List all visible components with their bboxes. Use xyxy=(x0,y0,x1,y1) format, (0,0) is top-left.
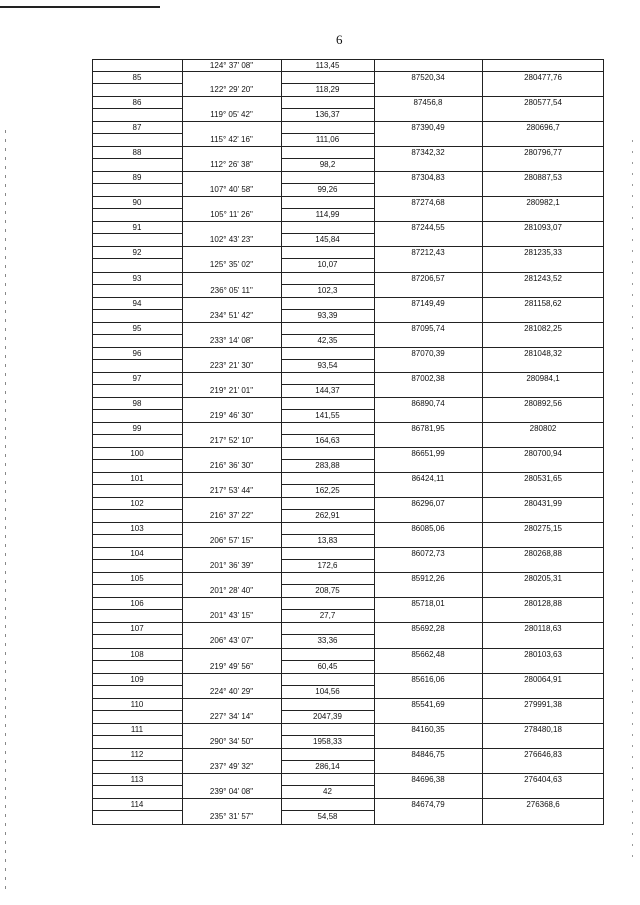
row-divider xyxy=(92,472,604,473)
row-divider xyxy=(92,810,182,811)
point-number: 88 xyxy=(132,148,142,158)
row-divider xyxy=(281,735,374,736)
segment-angle: 119° 05' 42" xyxy=(210,110,253,120)
row-divider xyxy=(92,409,182,410)
coordinate-y: 280275,15 xyxy=(524,524,562,534)
coordinate-y: 280268,88 xyxy=(524,549,562,559)
row-divider xyxy=(281,634,374,635)
point-number: 87 xyxy=(132,123,142,133)
coordinate-x: 87070,39 xyxy=(411,348,445,358)
segment-distance: 172,6 xyxy=(317,561,338,571)
row-divider xyxy=(92,83,182,84)
row-divider xyxy=(92,133,182,134)
coordinate-y: 281048,32 xyxy=(524,348,562,358)
segment-distance: 93,54 xyxy=(317,360,338,370)
point-number: 107 xyxy=(130,624,144,634)
scan-edge-left xyxy=(5,130,6,890)
segment-distance: 286,14 xyxy=(315,761,340,771)
coordinate-y: 276646,83 xyxy=(524,749,562,759)
segment-angle: 216° 36' 30" xyxy=(209,461,254,470)
segment-distance: 54,58 xyxy=(317,811,338,821)
coordinate-x: 86651,99 xyxy=(411,449,445,458)
row-divider xyxy=(92,146,604,147)
row-divider xyxy=(92,71,604,72)
row-divider xyxy=(281,158,374,159)
row-divider xyxy=(281,459,374,460)
row-divider xyxy=(92,359,182,360)
coordinate-x: 85692,28 xyxy=(411,624,445,634)
row-divider xyxy=(92,171,604,172)
segment-distance: 118,29 xyxy=(315,85,340,94)
segment-distance: 13,83 xyxy=(317,536,338,546)
coordinate-y: 280892,56 xyxy=(524,398,562,408)
row-divider xyxy=(92,735,182,736)
segment-angle: 217° 52' 10" xyxy=(209,435,254,445)
coordinate-x: 85616,06 xyxy=(411,674,445,684)
row-divider xyxy=(92,785,182,786)
coordinate-x: 86424,11 xyxy=(411,474,445,484)
row-divider xyxy=(92,233,182,234)
coordinate-x: 87390,49 xyxy=(411,123,445,133)
row-divider xyxy=(92,309,182,310)
segment-angle: 239° 04' 08" xyxy=(209,786,254,796)
coordinate-y: 280531,65 xyxy=(524,474,562,484)
row-divider xyxy=(92,534,182,535)
row-divider xyxy=(92,484,182,485)
row-divider xyxy=(92,622,604,623)
point-number: 100 xyxy=(130,449,144,458)
row-divider xyxy=(92,447,604,448)
point-number: 105 xyxy=(130,574,144,584)
coordinate-x: 87212,43 xyxy=(411,248,445,258)
segment-angle: 122° 29' 20" xyxy=(209,85,254,94)
segment-distance: 98,2 xyxy=(319,160,336,170)
coordinate-y: 281082,25 xyxy=(524,323,562,333)
point-number: 102 xyxy=(130,499,144,509)
point-number: 101 xyxy=(130,474,144,484)
point-number: 106 xyxy=(130,599,144,609)
row-divider xyxy=(92,634,182,635)
segment-angle: 107° 40' 58" xyxy=(209,185,254,195)
coordinate-x: 87456,8 xyxy=(413,98,443,108)
row-divider xyxy=(92,648,604,649)
row-divider xyxy=(281,183,374,184)
coordinate-y: 280064,91 xyxy=(524,674,562,684)
point-number: 93 xyxy=(132,273,142,283)
row-divider xyxy=(281,409,374,410)
segment-distance: 145,84 xyxy=(315,235,340,245)
segment-distance: 42,35 xyxy=(317,335,338,345)
coordinate-y: 280431,99 xyxy=(524,499,562,509)
row-divider xyxy=(281,484,374,485)
segment-angle: 235° 31' 57" xyxy=(209,811,254,821)
coordinate-x: 87244,55 xyxy=(411,223,445,233)
row-divider xyxy=(92,158,182,159)
row-divider xyxy=(281,785,374,786)
segment-angle: 206° 43' 07" xyxy=(209,636,254,646)
row-divider xyxy=(92,96,604,97)
coordinate-x: 85541,69 xyxy=(411,699,445,709)
row-divider xyxy=(92,372,604,373)
row-divider xyxy=(281,284,374,285)
segment-angle: 216° 37' 22" xyxy=(209,511,254,521)
point-number: 104 xyxy=(130,549,144,559)
row-divider xyxy=(92,208,182,209)
coordinate-y: 280477,76 xyxy=(524,73,562,82)
coordinate-x: 84846,75 xyxy=(411,749,445,759)
segment-distance: 144,37 xyxy=(315,385,340,395)
row-divider xyxy=(92,710,182,711)
row-divider xyxy=(92,422,604,423)
coordinate-x: 87002,38 xyxy=(411,373,445,383)
coordinate-x: 86296,07 xyxy=(411,499,445,509)
segment-distance: 33,36 xyxy=(317,636,338,646)
segment-angle: 112° 26' 38" xyxy=(210,160,253,170)
row-divider xyxy=(92,108,182,109)
coordinate-y: 281235,33 xyxy=(524,248,562,258)
coordinate-y: 280118,63 xyxy=(524,624,562,634)
row-divider xyxy=(92,59,604,60)
coordinate-y: 278480,18 xyxy=(524,724,562,734)
point-number: 86 xyxy=(132,98,142,108)
segment-distance: 104,56 xyxy=(315,686,340,696)
row-divider xyxy=(92,698,604,699)
segment-distance: 42 xyxy=(323,786,332,796)
point-number: 89 xyxy=(132,173,142,183)
point-number: 114 xyxy=(130,799,144,809)
row-divider xyxy=(92,397,604,398)
row-divider xyxy=(281,434,374,435)
coordinate-x: 85718,01 xyxy=(411,599,445,609)
row-divider xyxy=(92,121,604,122)
coordinate-x: 87342,32 xyxy=(411,148,445,158)
coordinate-x: 84160,35 xyxy=(411,724,445,734)
segment-angle: 105° 11' 26" xyxy=(210,210,253,220)
row-divider xyxy=(92,322,604,323)
row-divider xyxy=(92,824,604,825)
point-number: 94 xyxy=(132,298,142,308)
coordinate-x: 87520,34 xyxy=(411,73,445,82)
segment-angle: 102° 43' 23" xyxy=(209,235,254,245)
row-divider xyxy=(92,384,182,385)
segment-angle: 201° 28' 40" xyxy=(209,586,254,596)
row-divider xyxy=(92,497,604,498)
coordinate-x: 86781,95 xyxy=(411,423,445,433)
segment-angle: 223° 21' 30" xyxy=(209,360,254,370)
segment-angle: 234° 51' 42" xyxy=(209,310,254,320)
segment-distance: 113,45 xyxy=(315,61,340,70)
row-divider xyxy=(281,584,374,585)
point-number: 109 xyxy=(130,674,144,684)
row-divider xyxy=(92,196,604,197)
segment-angle: 206° 57' 15" xyxy=(209,536,254,546)
row-divider xyxy=(92,685,182,686)
row-divider xyxy=(92,748,604,749)
segment-distance: 262,91 xyxy=(315,511,340,521)
segment-angle: 237° 49' 32" xyxy=(209,761,254,771)
row-divider xyxy=(281,509,374,510)
row-divider xyxy=(281,384,374,385)
row-divider xyxy=(92,334,182,335)
coordinate-y: 281093,07 xyxy=(524,223,562,233)
coordinate-x: 84696,38 xyxy=(411,774,445,784)
row-divider xyxy=(92,673,604,674)
coordinate-y: 281243,52 xyxy=(524,273,562,283)
point-number: 108 xyxy=(130,649,144,659)
row-divider xyxy=(92,221,604,222)
segment-distance: 102,3 xyxy=(317,285,338,295)
row-divider xyxy=(281,559,374,560)
row-divider xyxy=(281,810,374,811)
point-number: 103 xyxy=(130,524,144,534)
header-rule xyxy=(0,6,160,8)
row-divider xyxy=(92,246,604,247)
row-divider xyxy=(92,572,604,573)
coordinates-table xyxy=(92,59,604,825)
point-number: 113 xyxy=(130,774,144,784)
row-divider xyxy=(281,710,374,711)
segment-angle: 124° 37' 08" xyxy=(209,61,254,70)
segment-angle: 219° 21' 01" xyxy=(209,385,254,395)
row-divider xyxy=(281,359,374,360)
point-number: 112 xyxy=(130,749,144,759)
row-divider xyxy=(92,509,182,510)
scan-edge-right xyxy=(632,140,633,860)
row-divider xyxy=(92,773,604,774)
row-divider xyxy=(92,798,604,799)
coordinate-y: 280984,1 xyxy=(526,373,560,383)
row-divider xyxy=(92,434,182,435)
point-number: 85 xyxy=(132,73,142,82)
coordinate-x: 85912,26 xyxy=(411,574,445,584)
row-divider xyxy=(92,297,604,298)
segment-angle: 219° 49' 56" xyxy=(209,661,254,671)
row-divider xyxy=(281,208,374,209)
row-divider xyxy=(281,534,374,535)
row-divider xyxy=(92,284,182,285)
row-divider xyxy=(92,597,604,598)
row-divider xyxy=(92,347,604,348)
row-divider xyxy=(281,609,374,610)
row-divider xyxy=(281,660,374,661)
row-divider xyxy=(92,459,182,460)
row-divider xyxy=(281,258,374,259)
segment-angle: 217° 53' 44" xyxy=(209,486,254,496)
row-divider xyxy=(92,609,182,610)
coordinate-y: 279991,38 xyxy=(524,699,562,709)
point-number: 98 xyxy=(132,398,142,408)
row-divider xyxy=(281,760,374,761)
row-divider xyxy=(281,83,374,84)
segment-angle: 125° 35' 02" xyxy=(209,260,254,270)
segment-distance: 136,37 xyxy=(315,110,340,120)
segment-angle: 224° 40' 29" xyxy=(209,686,254,696)
coordinate-y: 276368,6 xyxy=(526,799,560,809)
segment-distance: 60,45 xyxy=(317,661,338,671)
segment-angle: 290° 34' 50" xyxy=(209,736,254,746)
segment-distance: 208,75 xyxy=(315,586,340,596)
segment-distance: 1958,33 xyxy=(313,736,342,746)
row-divider xyxy=(281,309,374,310)
coordinate-y: 280982,1 xyxy=(526,198,560,208)
row-divider xyxy=(92,760,182,761)
coordinate-x: 87095,74 xyxy=(411,323,445,333)
row-divider xyxy=(92,547,604,548)
row-divider xyxy=(92,258,182,259)
point-number: 91 xyxy=(132,223,142,233)
page-number: 6 xyxy=(336,32,343,47)
segment-distance: 164,63 xyxy=(315,435,340,445)
segment-distance: 27,7 xyxy=(319,611,336,621)
row-divider xyxy=(92,522,604,523)
coordinate-x: 86890,74 xyxy=(411,398,445,408)
coordinate-y: 280696,7 xyxy=(526,123,560,133)
segment-angle: 219° 46' 30" xyxy=(209,410,254,420)
segment-angle: 201° 36' 39" xyxy=(209,561,254,571)
segment-distance: 10,07 xyxy=(317,260,338,270)
coordinate-x: 85662,48 xyxy=(411,649,445,659)
segment-distance: 93,39 xyxy=(317,310,338,320)
coordinate-y: 280128,88 xyxy=(524,599,562,609)
segment-distance: 111,06 xyxy=(315,135,340,145)
point-number: 111 xyxy=(130,724,144,734)
segment-angle: 201° 43' 15" xyxy=(209,611,254,621)
point-number: 90 xyxy=(132,198,142,208)
point-number: 96 xyxy=(132,348,142,358)
coordinate-y: 280577,54 xyxy=(524,98,562,108)
row-divider xyxy=(92,660,182,661)
coordinate-x: 84674,79 xyxy=(411,799,445,809)
point-number: 97 xyxy=(132,373,142,383)
row-divider xyxy=(281,334,374,335)
segment-angle: 236° 05' 11" xyxy=(210,285,253,295)
row-divider xyxy=(92,183,182,184)
coordinate-x: 87304,83 xyxy=(411,173,445,183)
segment-distance: 2047,39 xyxy=(313,711,342,721)
coordinate-y: 280700,94 xyxy=(524,449,562,458)
row-divider xyxy=(281,685,374,686)
segment-distance: 99,26 xyxy=(317,185,338,195)
row-divider xyxy=(92,584,182,585)
point-number: 110 xyxy=(130,699,144,709)
row-divider xyxy=(92,272,604,273)
coordinate-x: 86085,06 xyxy=(411,524,445,534)
segment-distance: 141,55 xyxy=(315,410,340,420)
row-divider xyxy=(281,133,374,134)
coordinate-y: 280205,31 xyxy=(524,574,562,584)
coordinate-x: 86072,73 xyxy=(411,549,445,559)
coordinate-x: 87149,49 xyxy=(411,298,445,308)
row-divider xyxy=(281,233,374,234)
point-number: 95 xyxy=(132,323,142,333)
coordinate-y: 276404,63 xyxy=(524,774,562,784)
segment-distance: 283,88 xyxy=(315,461,340,470)
segment-distance: 114,99 xyxy=(315,210,340,220)
coordinate-y: 280887,53 xyxy=(524,173,562,183)
point-number: 92 xyxy=(132,248,142,258)
coordinate-y: 280802 xyxy=(529,423,557,433)
point-number: 99 xyxy=(132,423,142,433)
row-divider xyxy=(92,559,182,560)
row-divider xyxy=(92,723,604,724)
segment-distance: 162,25 xyxy=(315,486,340,496)
segment-angle: 227° 34' 14" xyxy=(209,711,254,721)
row-divider xyxy=(281,108,374,109)
segment-angle: 115° 42' 16" xyxy=(210,135,253,145)
coordinate-y: 280796,77 xyxy=(524,148,562,158)
coordinate-x: 87274,68 xyxy=(411,198,445,208)
coordinate-y: 280103,63 xyxy=(524,649,562,659)
coordinate-x: 87206,57 xyxy=(411,273,445,283)
segment-angle: 233° 14' 08" xyxy=(209,335,254,345)
coordinate-y: 281158,62 xyxy=(524,298,562,308)
